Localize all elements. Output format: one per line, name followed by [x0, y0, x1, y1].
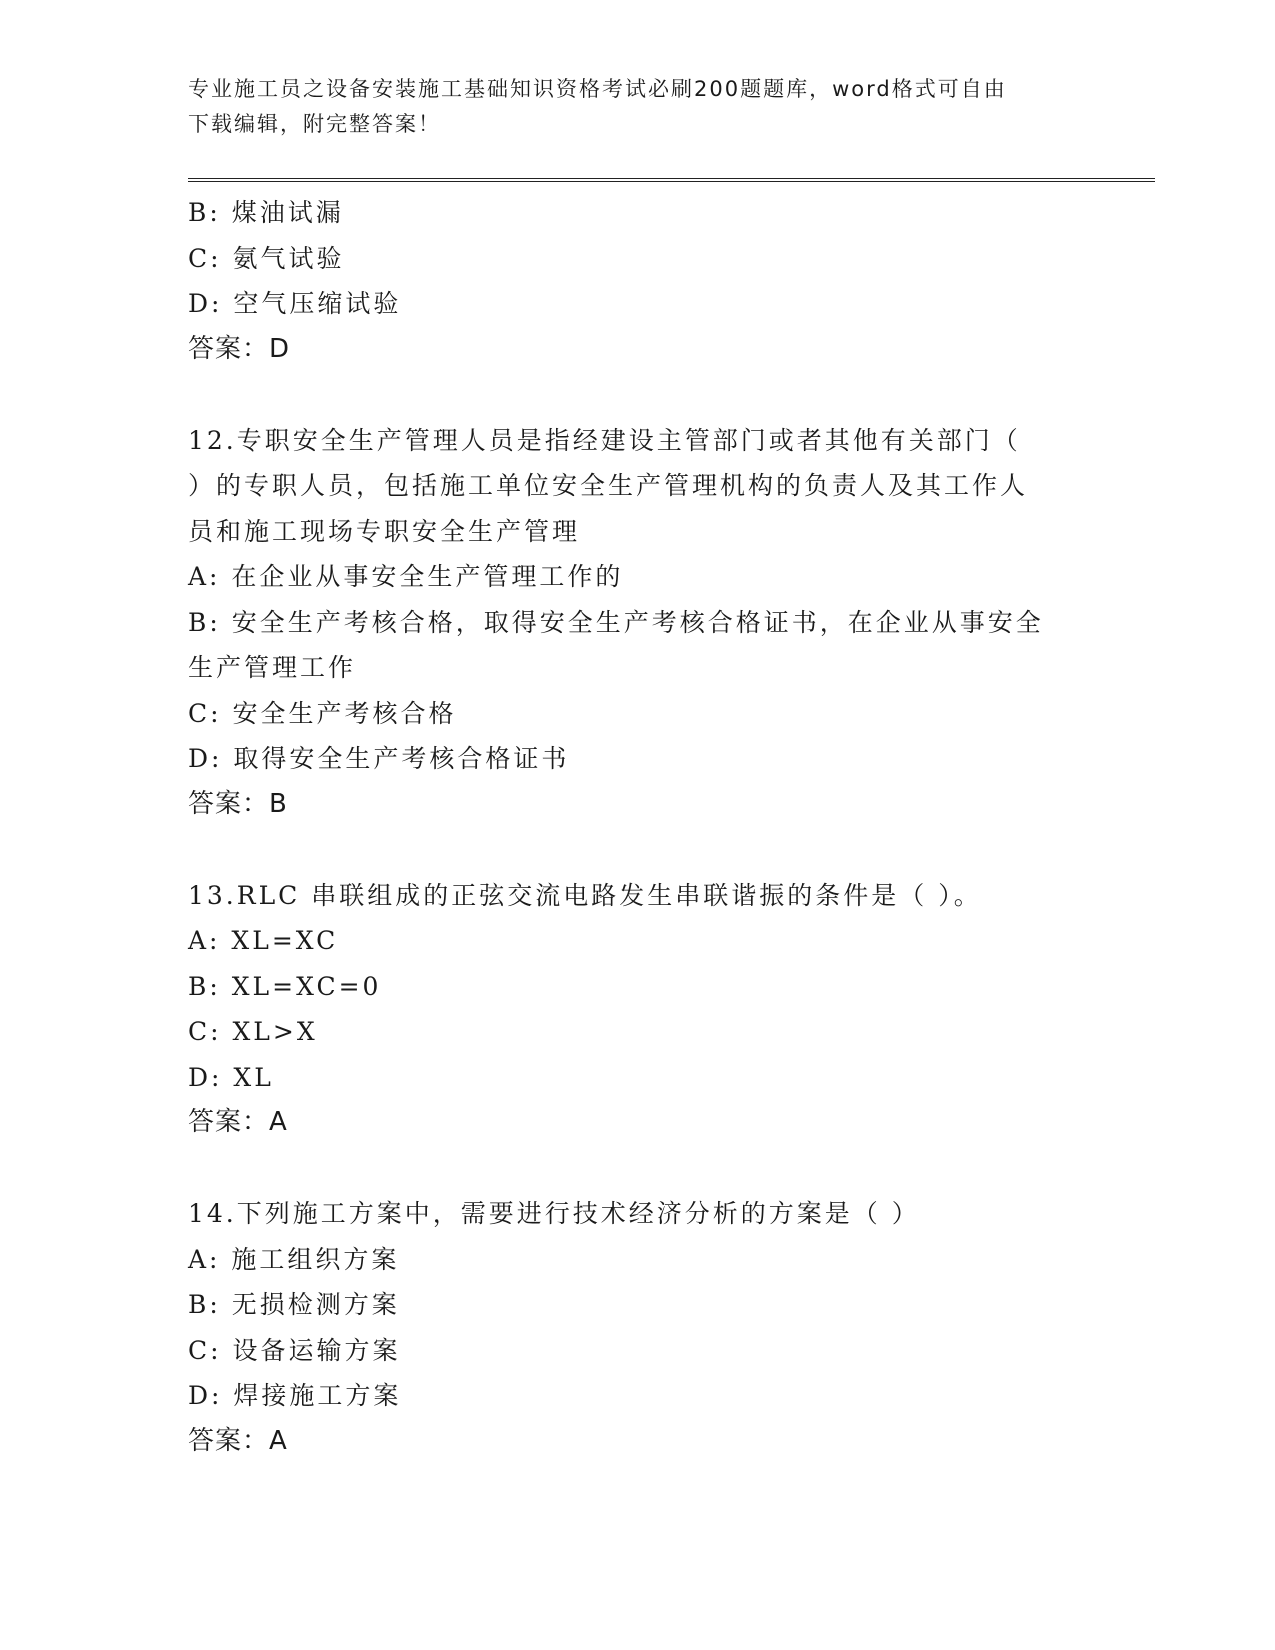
option-b: B: XL=XC=0	[188, 971, 382, 1001]
answer-line: 答案：A	[188, 1425, 288, 1456]
option-c: C: 设备运输方案	[188, 1335, 401, 1365]
option-a: A: 在企业从事安全生产管理工作的	[188, 562, 624, 591]
option-b: B: 煤油试漏	[188, 198, 344, 227]
answer-line: 答案：D	[188, 333, 291, 364]
option-b: B: 无损检测方案	[188, 1290, 400, 1319]
question-content	[188, 190, 1088, 1464]
question-block-12	[188, 418, 1088, 828]
option-b-continued: 生产管理工作	[188, 653, 357, 682]
option-c: C: 氨气试验	[188, 243, 345, 273]
spacer	[188, 1146, 1088, 1192]
spacer	[188, 372, 1088, 418]
question-stem-line: 员和施工现场专职安全生产管理	[188, 516, 581, 546]
header-divider	[188, 178, 1155, 182]
option-c: C: 安全生产考核合格	[188, 698, 457, 728]
answer-line: 答案：A	[188, 1107, 288, 1137]
question-stem-line: 14.下列施工方案中，需要进行技术经济分析的方案是（ ）	[188, 1199, 920, 1228]
question-block-11	[188, 190, 1088, 372]
option-d: D: XL	[188, 1062, 274, 1092]
header-title-line-1: 专业施工员之设备安装施工基础知识资格考试必刷200题题库，word格式可自由	[188, 77, 1007, 101]
option-b: B: 安全生产考核合格，取得安全生产考核合格证书，在企业从事安全	[188, 607, 1044, 637]
question-stem-line: 13.RLC 串联组成的正弦交流电路发生串联谐振的条件是（ ）。	[188, 880, 982, 910]
header-title-line-2: 下载编辑，附完整答案！	[188, 112, 441, 136]
option-d: D: 取得安全生产考核合格证书	[188, 744, 570, 773]
option-a: A: XL=XC	[188, 926, 339, 955]
option-c: C: XL>X	[188, 1017, 318, 1046]
page-header	[188, 72, 1088, 142]
option-d: D: 空气压缩试验	[188, 289, 402, 318]
question-stem-line: ）的专职人员，包括施工单位安全生产管理机构的负责人及其工作人	[188, 471, 1029, 500]
answer-line: 答案：B	[188, 788, 288, 819]
spacer	[188, 827, 1088, 873]
question-block-13	[188, 873, 1088, 1146]
question-stem-line: 12.专职安全生产管理人员是指经建设主管部门或者其他有关部门（	[188, 425, 1021, 455]
option-d: D: 焊接施工方案	[188, 1381, 402, 1410]
question-block-14	[188, 1191, 1088, 1464]
option-a: A: 施工组织方案	[188, 1244, 400, 1274]
